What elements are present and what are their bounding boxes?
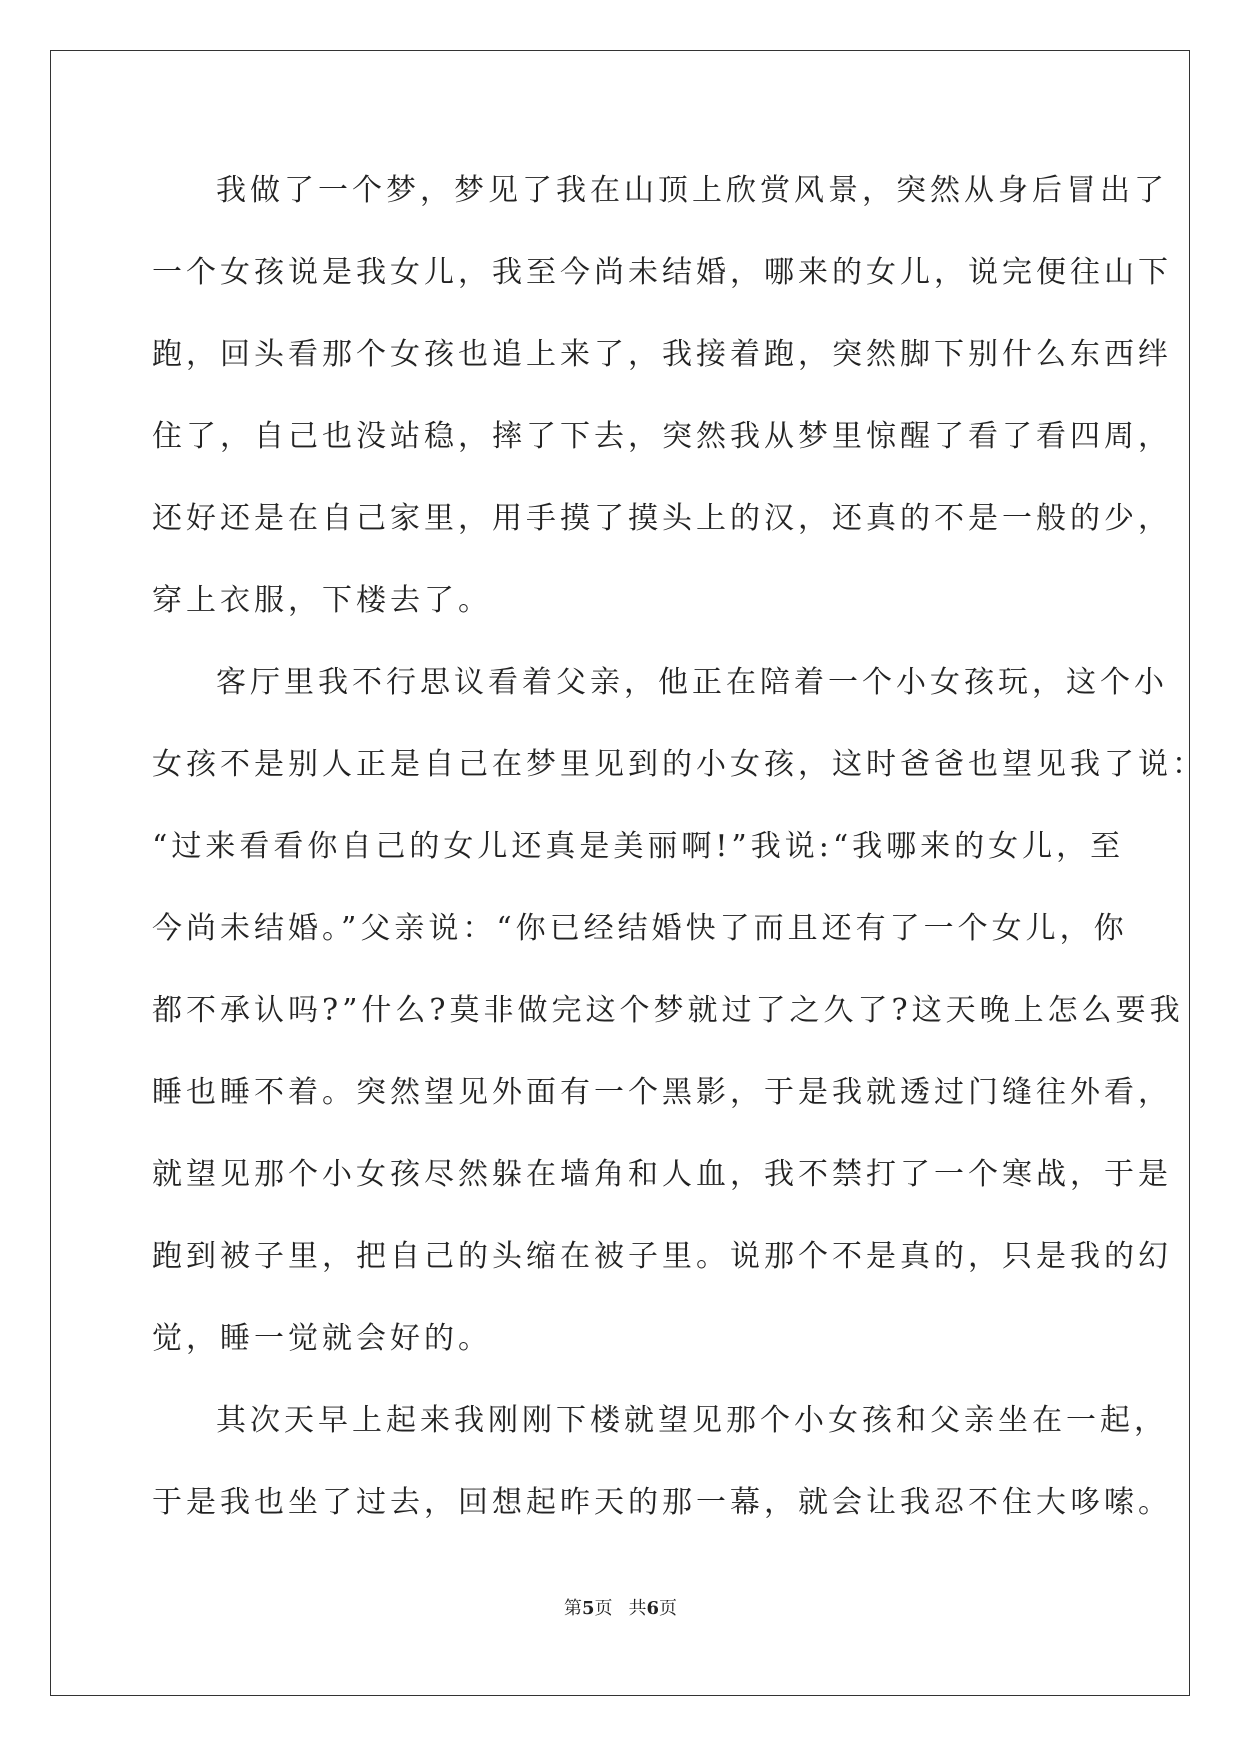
text-line: 跑，回头看那个女孩也追上来了，我接着跑，突然脚下别什么东西绊 [152, 337, 1172, 372]
text-line: 穿上衣服，下楼去了。 [152, 583, 492, 618]
text-line: 睡也睡不着。突然望见外面有一个黑影，于是我就透过门缝往外看， [152, 1075, 1172, 1110]
text-line: 客厅里我不行思议看着父亲，他正在陪着一个小女孩玩，这个小 [216, 665, 1168, 700]
text-line: 都不承认吗?”什么?莫非做完这个梦就过了之久了?这天晚上怎么要我 [152, 993, 1184, 1028]
total-unit: 页 [659, 1598, 678, 1619]
text-line: 还好还是在自己家里，用手摸了摸头上的汉，还真的不是一般的少， [152, 501, 1172, 536]
text-line: 觉，睡一觉就会好的。 [152, 1321, 492, 1356]
text-line: 跑到被子里，把自己的头缩在被子里。说那个不是真的，只是我的幻 [152, 1239, 1172, 1274]
text-line: 我做了一个梦，梦见了我在山顶上欣赏风景，突然从身后冒出了 [216, 173, 1168, 208]
text-line: 于是我也坐了过去，回想起昨天的那一幕，就会让我忍不住大哆嗦。 [152, 1485, 1172, 1520]
text-line: 住了，自己也没站稳，摔了下去，突然我从梦里惊醒了看了看四周， [152, 419, 1172, 454]
paragraph-3 [152, 1380, 1172, 1544]
text-line: “过来看看你自己的女儿还真是美丽啊!”我说:“我哪来的女儿，至 [152, 829, 1125, 864]
text-line: 今尚未结婚。”父亲说：“你已经结婚快了而且还有了一个女儿，你 [152, 911, 1128, 946]
document-body [152, 150, 1206, 1544]
page-current-number: 5 [581, 1598, 595, 1619]
text-line: 就望见那个小女孩尽然躲在墙角和人血，我不禁打了一个寒战，于是 [152, 1157, 1172, 1192]
page-footer [0, 1597, 1241, 1621]
total-prefix: 共 [628, 1598, 647, 1619]
text-line: 女孩不是别人正是自己在梦里见到的小女孩，这时爸爸也望见我了说： [152, 747, 1206, 782]
text-line: 一个女孩说是我女儿，我至今尚未结婚，哪来的女儿，说完便往山下 [152, 255, 1172, 290]
page-unit: 页 [594, 1598, 613, 1619]
paragraph-2 [152, 642, 1206, 1380]
text-line: 其次天早上起来我刚刚下楼就望见那个小女孩和父亲坐在一起， [216, 1403, 1168, 1438]
page-prefix: 第 [563, 1598, 582, 1619]
paragraph-1 [152, 150, 1172, 642]
page-total-number: 6 [646, 1598, 660, 1619]
